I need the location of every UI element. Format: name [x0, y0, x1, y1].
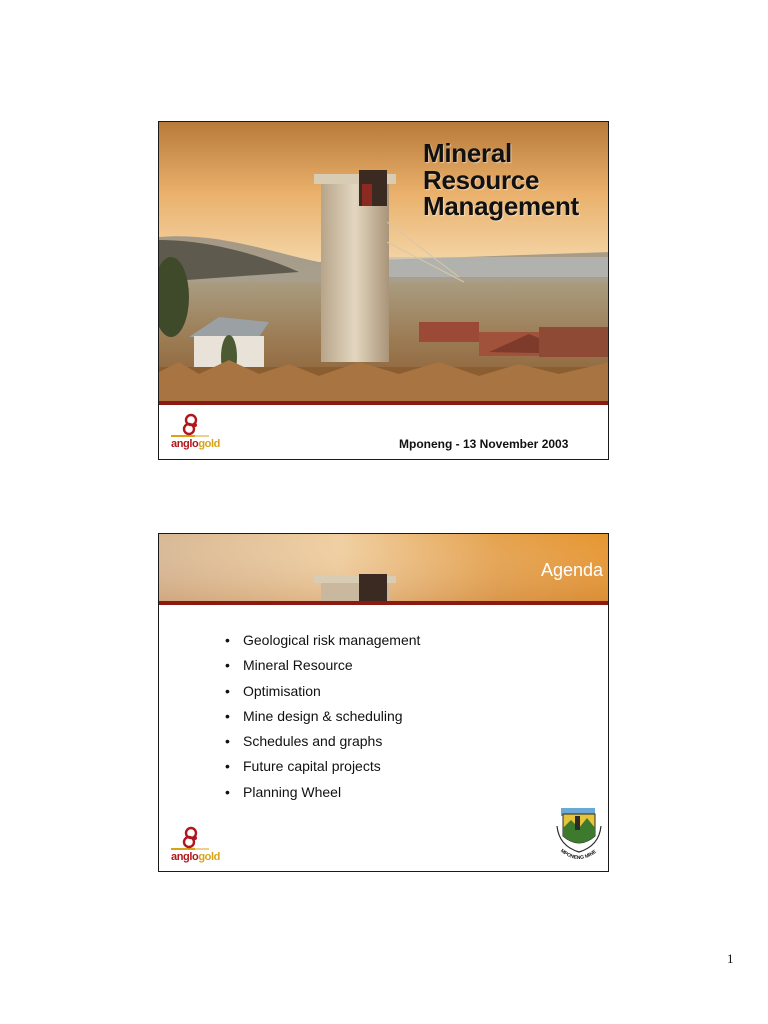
agenda-item-label: Optimisation [243, 682, 321, 699]
page-number: 1 [727, 951, 734, 966]
slide-title-heading [423, 140, 579, 220]
svg-text:MPONENG MINE [559, 848, 598, 861]
list-item [225, 733, 420, 758]
list-item [225, 657, 420, 682]
seal-label: MPONENG MINE [559, 848, 598, 862]
title-line-3: Management [423, 191, 579, 221]
bullet-icon: • [225, 758, 230, 775]
anglogold-logo [169, 412, 239, 454]
anglogold-logo [169, 825, 239, 867]
bullet-icon: • [225, 733, 230, 750]
accent-divider [159, 601, 608, 605]
bullet-icon: • [225, 632, 230, 648]
list-item [225, 632, 420, 657]
slide-title [158, 121, 609, 460]
list-item [225, 784, 420, 809]
agenda-item-label: Planning Wheel [243, 783, 342, 800]
list-item [225, 708, 420, 733]
logo-text-gold: gold [198, 851, 220, 863]
bullet-icon: • [225, 682, 230, 699]
title-line-2: Resource [423, 164, 540, 195]
logo-text-anglo: anglo [171, 851, 199, 863]
logo-text-gold: gold [198, 438, 220, 450]
agenda-item-label: Schedules and graphs [243, 733, 383, 750]
agenda-item-label: Mineral Resource [243, 657, 353, 674]
agenda-item-label: Future capital projects [243, 758, 381, 775]
bullet-icon: • [225, 657, 230, 674]
list-item [225, 758, 420, 783]
bullet-icon: • [225, 783, 230, 800]
list-item [225, 683, 420, 708]
mponeng-mine-seal-icon [553, 806, 605, 868]
accent-divider [159, 401, 608, 405]
logo-text-anglo: anglo [171, 438, 199, 450]
slide-subtitle: Mponeng - 13 November 2003 [399, 437, 569, 451]
slide-title-agenda: Agenda [540, 560, 603, 580]
slide-agenda [158, 533, 609, 872]
title-line-1: Mineral [423, 138, 512, 168]
agenda-item-label: Geological risk management [243, 632, 421, 648]
agenda-list [225, 632, 420, 809]
bullet-icon: • [225, 707, 230, 724]
agenda-item-label: Mine design & scheduling [243, 707, 403, 724]
